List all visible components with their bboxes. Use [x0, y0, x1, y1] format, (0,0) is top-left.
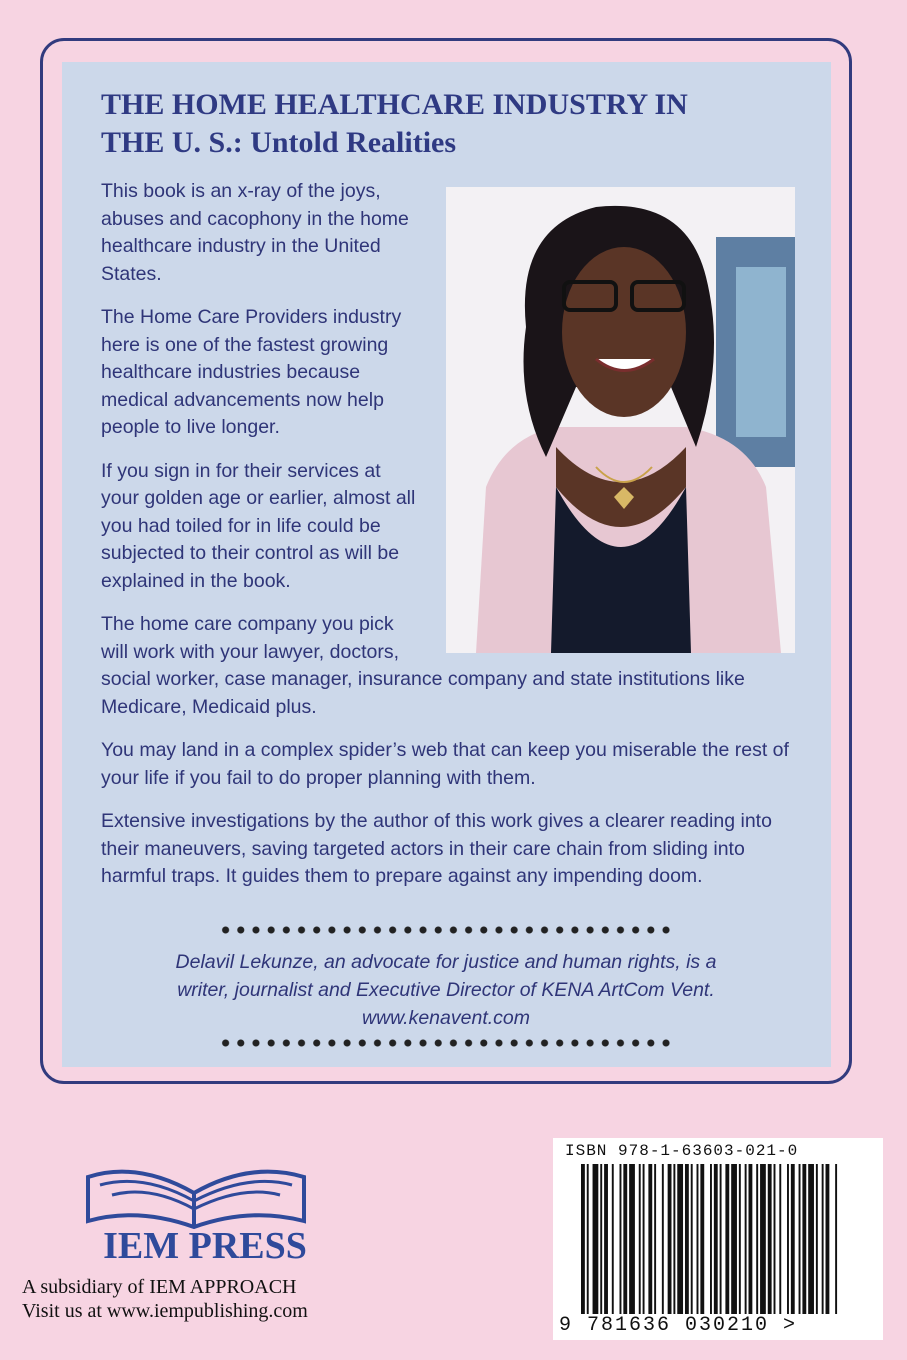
description-line: The home care company you pick — [101, 613, 394, 635]
barcode-bar — [700, 1164, 704, 1314]
barcode-bar — [725, 1164, 729, 1314]
barcode-bar — [662, 1164, 664, 1314]
open-book-logo-icon — [78, 1155, 314, 1229]
dot-divider-top — [218, 925, 674, 935]
barcode-bar — [623, 1164, 627, 1314]
publisher-imprint — [22, 1275, 308, 1323]
barcode-bar — [685, 1164, 689, 1314]
barcode-bar — [799, 1164, 801, 1314]
barcode-bar — [673, 1164, 675, 1314]
publisher-name: IEM PRESS — [103, 1225, 307, 1267]
barcode-bar — [822, 1164, 824, 1314]
barcode-bar — [739, 1164, 741, 1314]
barcode-bar — [720, 1164, 722, 1314]
author-bio: Delavil Lekunze, an advocate for justice and human rights, is a writer, journalist and Executive Director of KENA ArtCom Vent. www.kenavent.com — [175, 951, 717, 1029]
dot-divider-bottom — [218, 1038, 674, 1048]
barcode-bar — [731, 1164, 737, 1314]
isbn-label: ISBN 978-1-63603-021-0 — [565, 1142, 799, 1160]
barcode-number: 9 781636 030210 > — [559, 1314, 798, 1337]
barcode-bar — [714, 1164, 718, 1314]
barcode-bar — [620, 1164, 622, 1314]
barcode-box — [553, 1138, 883, 1340]
barcode-bar — [816, 1164, 818, 1314]
barcode-bar — [774, 1164, 776, 1314]
barcode-bar — [779, 1164, 781, 1314]
book-title — [101, 86, 801, 162]
description-paragraph: You may land in a complex spider’s web that can keep you miserable the rest of your life if you fail to do proper planning with them. — [101, 739, 789, 789]
barcode-bar — [787, 1164, 789, 1314]
barcode-bar — [835, 1164, 837, 1314]
website-text: Visit us at www.iempublishing.com — [22, 1300, 308, 1322]
barcode-bar — [791, 1164, 795, 1314]
description-paragraph: The Home Care Providers industry here is one of the fastest growing healthcare industries because medical advancements now help people to live longer. — [101, 306, 402, 438]
description-paragraph: Extensive investigations by the author of this work gives a clearer reading into their maneuvers, saving targeted actors in their care chain from sliding into harmful traps. It guides them to prepare against any impending doom. — [101, 810, 772, 887]
barcode-bar — [802, 1164, 806, 1314]
barcode-bar — [643, 1164, 645, 1314]
barcode-bar — [745, 1164, 747, 1314]
barcode-bar — [756, 1164, 758, 1314]
book-title-line-2: THE U. S.: Untold Realities — [101, 126, 457, 159]
description-paragraph — [101, 611, 801, 721]
barcode-bar — [593, 1164, 599, 1314]
barcode-bar — [826, 1164, 830, 1314]
barcode-bar — [654, 1164, 656, 1314]
barcode-icon — [581, 1164, 839, 1314]
barcode-bar — [648, 1164, 652, 1314]
description-line: social worker, case manager, insurance company and state institutions like — [101, 668, 745, 690]
barcode-bar — [600, 1164, 602, 1314]
book-description — [101, 178, 801, 907]
barcode-bar — [639, 1164, 641, 1314]
barcode-bar — [760, 1164, 766, 1314]
subsidiary-text: A subsidiary of IEM APPROACH — [22, 1276, 297, 1298]
barcode-bar — [612, 1164, 614, 1314]
barcode-bar — [604, 1164, 608, 1314]
barcode-bar — [768, 1164, 772, 1314]
book-title-line-1: THE HOME HEALTHCARE INDUSTRY IN — [101, 88, 688, 121]
barcode-bar — [677, 1164, 683, 1314]
description-line: Medicare, Medicaid plus. — [101, 695, 317, 718]
barcode-bar — [629, 1164, 635, 1314]
barcode-bar — [691, 1164, 693, 1314]
description-line: will work with your lawyer, doctors, — [101, 640, 400, 663]
barcode-bar — [749, 1164, 753, 1314]
barcode-bar — [587, 1164, 589, 1314]
barcode-bar — [697, 1164, 699, 1314]
barcode-bar — [808, 1164, 814, 1314]
barcode-bar — [710, 1164, 712, 1314]
description-paragraph: This book is an x-ray of the joys, abuses and cacophony in the home healthcare industry in the United States. — [101, 180, 409, 285]
description-paragraph: If you sign in for their services at your golden age or earlier, almost all you had toiled for in life could be subjected to their control as will be explained in the book. — [101, 459, 416, 592]
barcode-bar — [581, 1164, 585, 1314]
barcode-bar — [668, 1164, 672, 1314]
